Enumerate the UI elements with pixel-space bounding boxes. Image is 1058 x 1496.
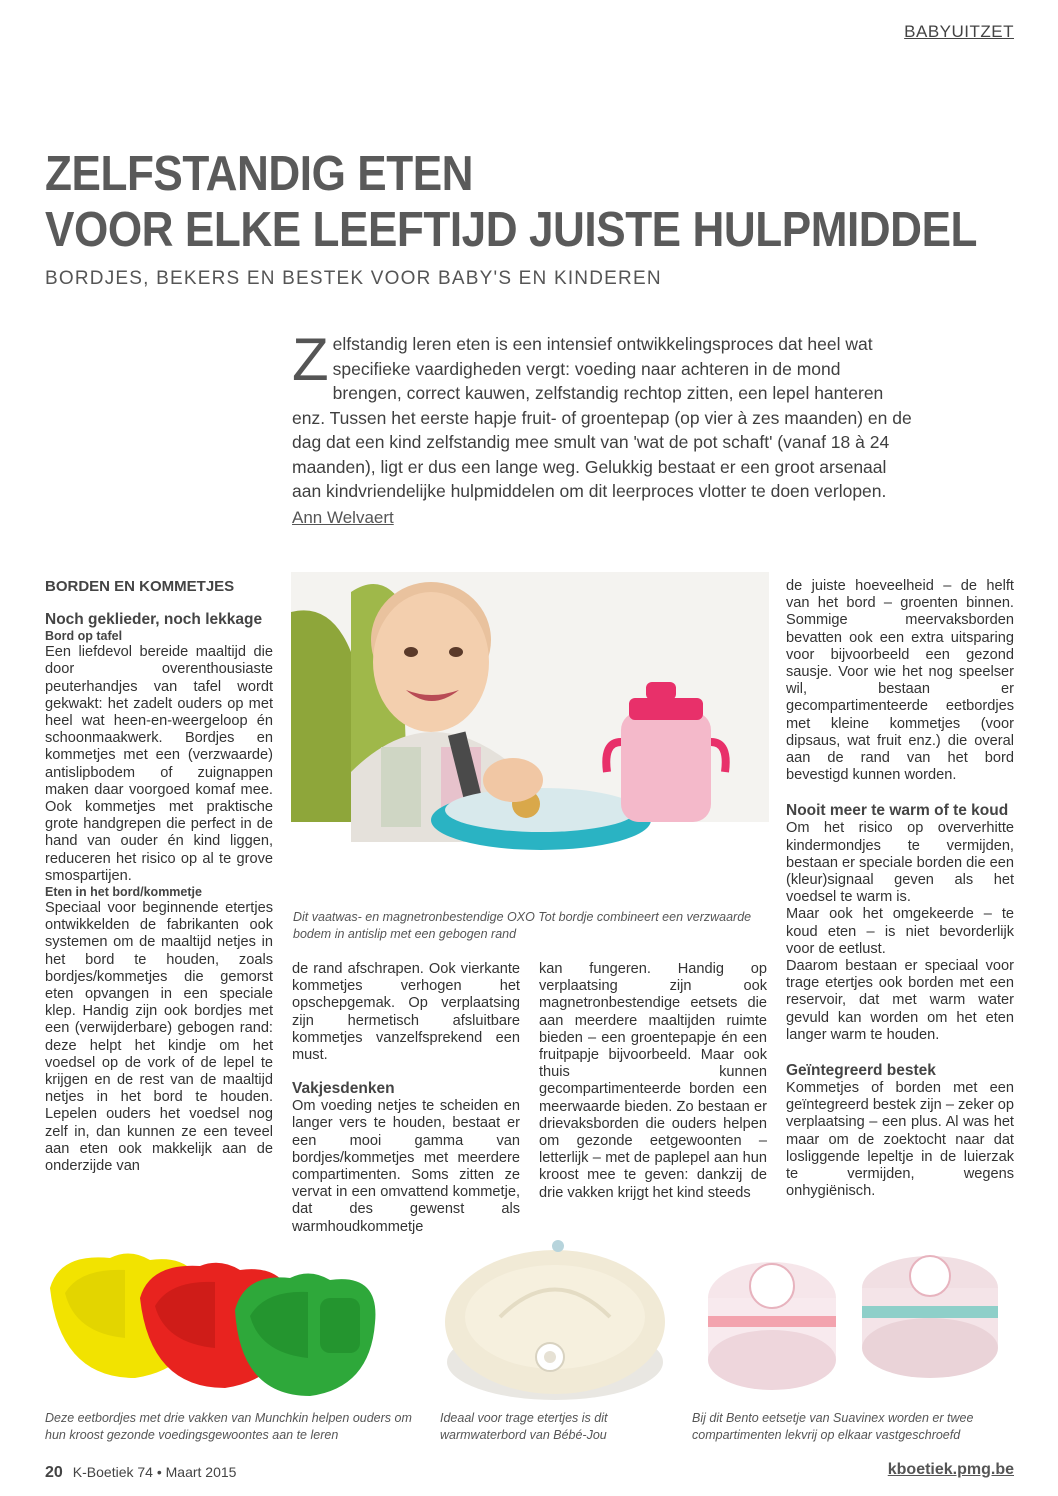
page-title (45, 146, 977, 258)
subheading: Vakjesdenken (292, 1080, 395, 1098)
minor-heading: Bord op tafel (45, 629, 123, 644)
paragraph: Een liefdevol bereide maaltijd die door overenthousiaste peuterhandjes van tafel wordt gekwakt: het zadelt ouders op met heel wat heen-en-weergeloop én schoonmaakwerk. Bordjes en kommetjes met een (verzwaarde) antislipbodem of zuignappen maken daar voorgoed komaf mee. Ook kommetjes met praktische grote handgrepen die perfect in de hand van ouder én kind liggen, reduceren het risico op al te grove smospartijen. (45, 644, 273, 884)
paragraph: kan fungeren. Handig op verplaatsing zijn ook magnetronbestendige eetsets die aan meerdere maaltijden ruimte bieden – een groentepapje én een fruitpapje bijvoorbeeld. Maar ook thuis kunnen gecompartimenteerde borden een meerwaarde bieden. Zo bestaan er drievaksborden die ouders helpen om gezonde eetgewoonten – letterlijk – met de paplepel aan hun kroost mee te geven: dankzij de drie vakken krijgt het kind steeds (539, 961, 767, 1201)
column-1 (45, 578, 273, 1175)
section-tag: BABYUITZET (904, 22, 1014, 41)
paragraph: Daarom bestaan er speciaal voor trage etertjes ook borden met een reservoir, dat met warm water gevuld kan worden om het eten langer warm te houden. (786, 958, 1014, 1043)
column-4 (786, 578, 1014, 1201)
paragraph: de juiste hoeveelheid – de helft van het bord – groenten binnen. Sommige meervaksborden bevatten ook een extra uitsparing voor bijvoorbeeld een gezond sausje. Voor wie het nog speelser wil, bestaan er gecompartimenteerde eetbordjes met kleine kommetjes (voor dipsaus, wat fruit enz.) die overal aan de rand van het bord bevestigd kunnen worden. (786, 578, 1014, 784)
caption-suavinex: Bij dit Bento eetsetje van Suavinex worden er twee compartimenten lekvrij op elkaar vastgeschroefd (692, 1411, 974, 1442)
photo-caption: Dit vaatwas- en magnetronbestendige OXO Tot bordje combineert een verzwaarde bodem in antislip met een gebogen rand (293, 910, 752, 941)
author-byline: Ann Welvaert (292, 508, 394, 527)
title-line-1: ZELFSTANDIG ETEN (45, 147, 474, 201)
paragraph: Kommetjes of borden met een geïntegreerd bestek zijn – zeker op verplaatsing – een plus. Al was het maar om de zoektocht naar dat losliggende lepeltje in de luierzak te vermijden, wegens onhygiënisch. (786, 1080, 1014, 1200)
plates-image (40, 1228, 380, 1403)
intro-paragraph (292, 326, 912, 504)
subheading: Noch geklieder, noch lekkage (45, 611, 263, 629)
intro-text: elfstandig leren eten is een intensief ontwikkelingsproces dat heel wat specifieke vaardigheden vergt: voeding naar achteren in de mond brengen, correct kauwen, zelfstandig rechtop zitten, een lepel hanteren enz. Tussen het eerste hapje fruit- of groentepap (op vier à zes maanden) en de dag dat een kind zelfstandig mee smult van 'wat de pot schaft' (vanaf 18 à 24 maanden), ligt er dus een lange weg. Gelukkig bestaat er een groot arsenaal aan kindvriendelijke hulpmiddelen om dit leerproces vlotter te doen verlopen. (292, 334, 912, 501)
paragraph: Speciaal voor beginnende etertjes ontwikkelden de fabrikanten ook systemen om de maaltijd netjes in het bord te houden, zoals bordjes/kommetjes die gemorst eten opvangen in een speciale klep. Handig zijn ook bordjes met een (verwijderbare) gebogen rand: deze helpt het kindje om het voedsel op de vork of de lepel te krijgen en de rest van de maaltijd netjes in het bord te houden. Lepelen ouders het voedsel nog zelf in, dan kunnen ze een teveel aan eten ook makkelijk aan de onderzijde van (45, 900, 273, 1175)
munchkin-plates-photo (40, 1228, 380, 1403)
page-subtitle: BORDJES, BEKERS EN BESTEK VOOR BABY'S EN KINDEREN (45, 268, 662, 289)
magazine-issue: K-Boetiek 74 • Maart 2015 (72, 1464, 237, 1480)
warm-water-plate-image (440, 1222, 670, 1404)
paragraph: Maar ook het omgekeerde – te koud eten – is niet bevorderlijk voor de eetlust. (786, 906, 1014, 957)
drop-cap: Z (292, 326, 329, 393)
subheading: Nooit meer te warm of te koud (786, 802, 1009, 820)
footer-left (45, 1464, 236, 1482)
bebe-jou-plate-photo (440, 1222, 670, 1404)
bento-set-image (700, 1228, 1005, 1404)
column-2 (292, 961, 520, 1236)
caption-munchkin: Deze eetbordjes met drie vakken van Munchkin helpen ouders om hun kroost gezonde voedingsgewoontes aan te leren (45, 1411, 412, 1442)
column-3 (539, 961, 767, 1202)
title-line-2: VOOR ELKE LEEFTIJD JUISTE HULPMIDDEL (45, 203, 978, 257)
website-link[interactable]: kboetiek.pmg.be (887, 1461, 1014, 1478)
suavinex-bento-photo (700, 1228, 1005, 1404)
paragraph: Om voeding netjes te scheiden en langer vers te houden, bestaat er een mooi gamma van bordjes/kommetjes met meerdere compartimenten. Soms zitten ze vervat in een omvattend kommetje, dat des gewenst als warmhoudkommetje (292, 1098, 520, 1235)
minor-heading: Eten in het bord/kommetje (45, 885, 202, 900)
page-number: 20 (45, 1464, 63, 1481)
section-heading: BORDEN EN KOMMETJES (45, 578, 235, 595)
paragraph: Om het risico op oververhitte kindermondjes te vermijden, bestaan er speciale borden die een (kleur)signaal geven als het voedsel te warm is. (786, 820, 1014, 906)
baby-eating-photo (291, 572, 769, 904)
subheading: Geïntegreerd bestek (786, 1062, 936, 1080)
paragraph: de rand afschrapen. Ook vierkante kommetjes verhogen het opschepgemak. Op verplaatsing zijn hermetisch afsluitbare kommetjes vanzelfsprekend een must. (292, 961, 520, 1064)
caption-bebe-jou: Ideaal voor trage etertjes is dit warmwaterbord van Bébé-Jou (440, 1411, 608, 1442)
main-photo (291, 572, 769, 904)
